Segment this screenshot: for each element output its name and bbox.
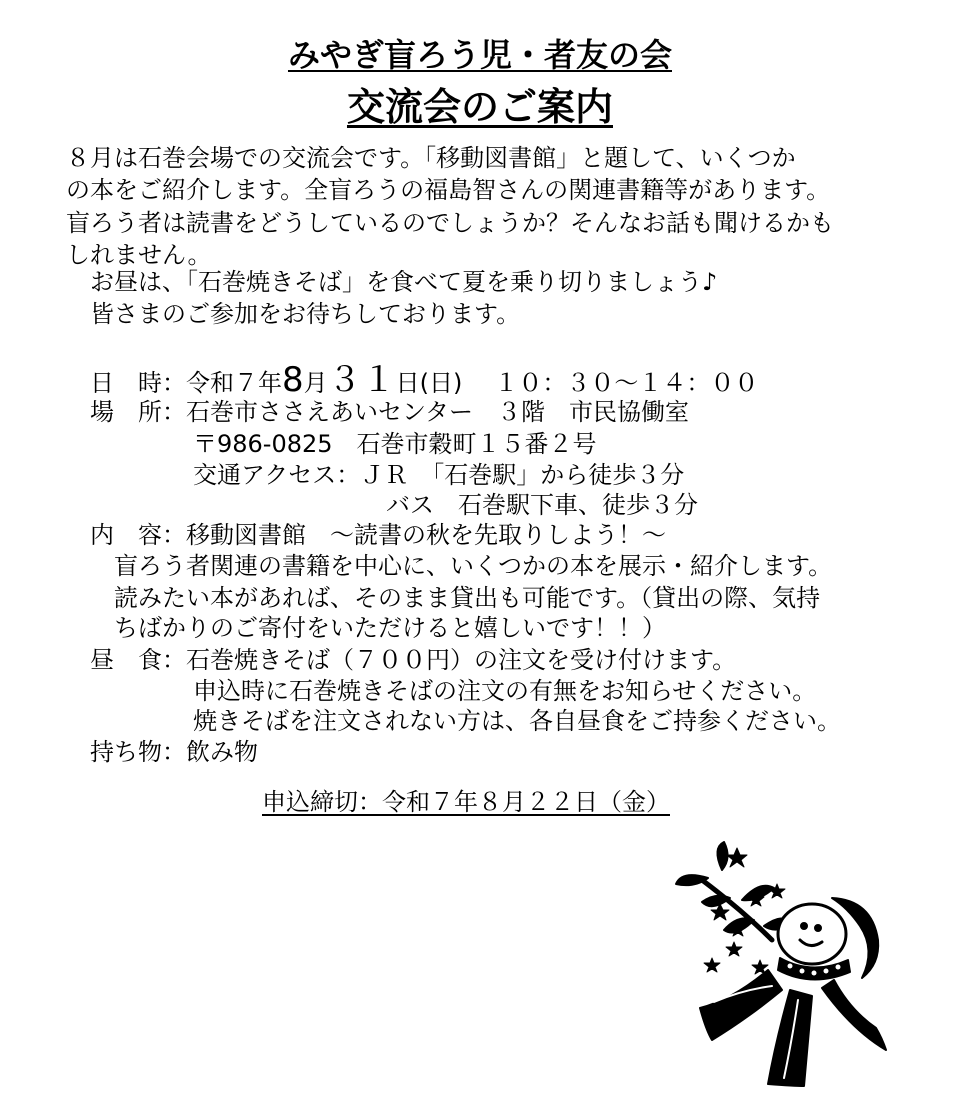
belongings-label: 持ち物： <box>90 738 186 766</box>
lunch-line-2: 申込時に石巻焼きそばの注文の有無をお知らせください。 <box>193 677 817 705</box>
place-venue: 石巻市ささえあいセンター ３階 市民協働室 <box>186 398 690 426</box>
content-line-2: 読みたい本があれば、そのまま貸出も可能です。（貸出の際、気持 <box>114 584 821 612</box>
lunch-line-3: 焼きそばを注文されない方は、各自昼食をご持参ください。 <box>193 707 841 735</box>
datetime-day-unit: 日 <box>395 369 420 397</box>
intro-line-2: の本をご紹介します。全盲ろうの福島智さんの関連書籍等があります。 <box>66 176 831 204</box>
content-row <box>90 519 666 551</box>
content-line-1: 盲ろう者関連の書籍を中心に、いくつかの本を展示・紹介します。 <box>114 552 833 580</box>
org-title: みやぎ盲ろう児・者友の会 <box>287 36 672 74</box>
lunch-line-1: 石巻焼きそば（７００円）の注文を受け付けます。 <box>186 646 737 674</box>
intro-line-4: しれません。 <box>66 241 212 269</box>
content-label: 内 容： <box>90 521 186 549</box>
datetime-month-unit: 月 <box>303 369 328 397</box>
place-address: 〒986-0825 石巻市穀町１５番２号 <box>193 430 597 458</box>
deadline: 申込締切：令和７年８月２２日（金） <box>262 788 670 816</box>
datetime-time: １０：３０〜１４：００ <box>494 369 759 397</box>
datetime-weekday: (日) <box>419 369 463 397</box>
belongings-row <box>90 736 258 768</box>
place-access-bus: バス 石巻駅下車、徒歩３分 <box>386 491 698 519</box>
content-line-3: ちばかりのご寄付をいただけると嬉しいです！！） <box>114 614 666 642</box>
datetime-prefix: 令和７年 <box>186 369 282 397</box>
intro-line-3: 盲ろう者は読書をどうしているのでしょうか？そんなお話も聞けるかも <box>66 209 834 237</box>
place-access-jr: 交通アクセス：ＪＲ 「石巻駅」から徒歩３分 <box>193 461 685 489</box>
datetime-row <box>90 360 759 400</box>
datetime-label: 日 時： <box>90 369 186 397</box>
datetime-day: ３１ <box>327 360 396 400</box>
intro-line-5: お昼は、「石巻焼きそば」を食べて夏を乗り切りましょう♪ <box>90 268 718 296</box>
belongings-value: 飲み物 <box>186 738 258 766</box>
intro-line-6: 皆さまのご参加をお待ちしております。 <box>90 300 521 328</box>
lunch-row <box>90 644 736 676</box>
place-label: 場 所： <box>90 398 186 426</box>
tanabata-bamboo-icon <box>672 840 898 1090</box>
datetime-month: 8 <box>282 360 304 400</box>
intro-line-1: ８月は石巻会場での交流会です。「移動図書館」と題して、いくつか <box>66 144 796 172</box>
page-title: 交流会のご案内 <box>346 85 613 129</box>
content-title: 移動図書館 〜読書の秋を先取りしよう！〜 <box>186 521 666 549</box>
lunch-label: 昼 食： <box>90 646 186 674</box>
place-row <box>90 396 689 428</box>
